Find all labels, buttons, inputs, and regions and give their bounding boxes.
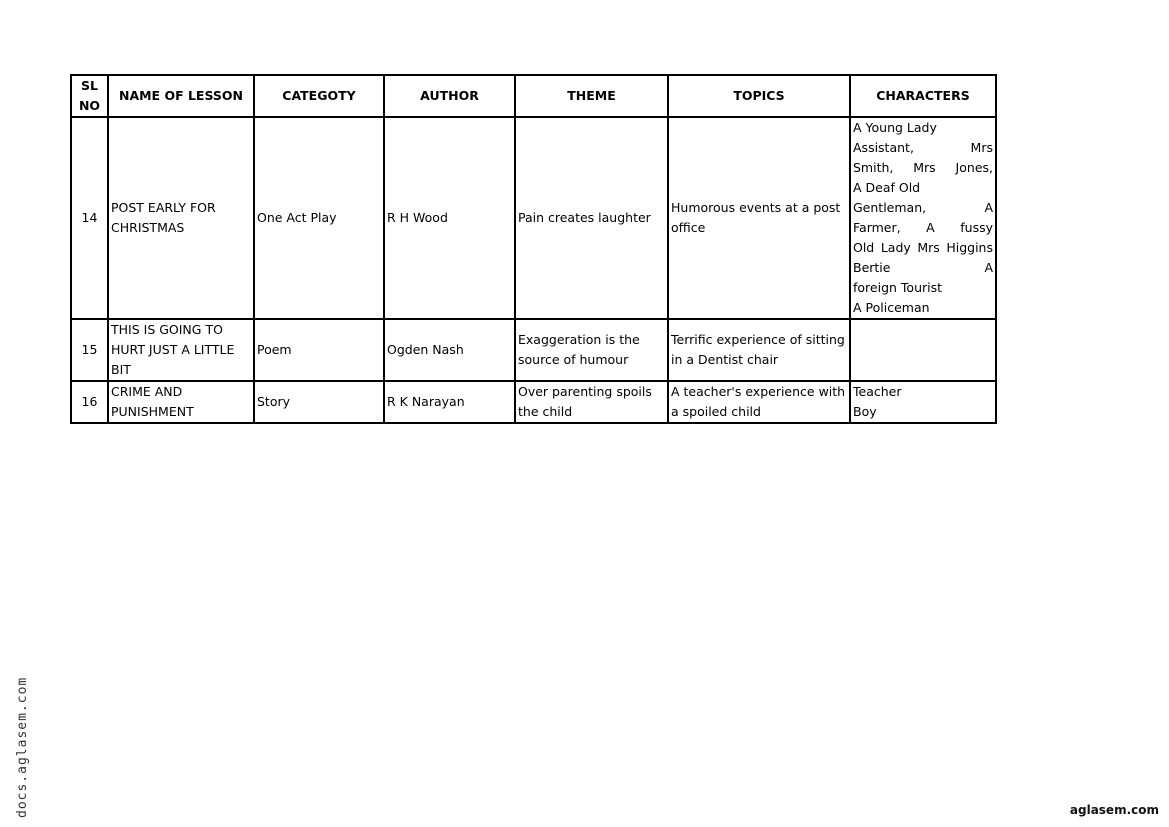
header-name-of-lesson: NAME OF LESSON: [108, 75, 254, 117]
corner-watermark: aglasem.com: [1069, 803, 1159, 817]
character-line: Bertie A: [853, 260, 993, 275]
cell-lesson-name: CRIME AND PUNISHMENT: [108, 381, 254, 423]
side-watermark: docs.aglasem.com: [15, 676, 30, 818]
character-line: Smith, Mrs Jones,: [853, 160, 993, 175]
table-row: [71, 381, 996, 423]
cell-sl-no: 15: [71, 319, 108, 381]
cell-sl-no: 16: [71, 381, 108, 423]
character-line: Boy: [853, 404, 877, 419]
character-line: Farmer, A fussy: [853, 220, 993, 235]
cell-lesson-name: POST EARLY FOR CHRISTMAS: [108, 117, 254, 319]
cell-characters: [850, 381, 996, 423]
cell-category: One Act Play: [254, 117, 384, 319]
cell-theme: Over parenting spoils the child: [515, 381, 668, 423]
cell-author: R K Narayan: [384, 381, 515, 423]
cell-theme: Pain creates laughter: [515, 117, 668, 319]
table-header-row: [71, 75, 996, 117]
cell-topics: Terrific experience of sitting in a Dentist chair: [668, 319, 850, 381]
cell-lesson-name: THIS IS GOING TO HURT JUST A LITTLE BIT: [108, 319, 254, 381]
character-line: foreign Tourist: [853, 280, 943, 295]
cell-sl-no: 14: [71, 117, 108, 319]
table-row: [71, 117, 996, 319]
character-line: Assistant, Mrs: [853, 140, 993, 155]
character-line: A Young Lady: [853, 120, 937, 135]
table-row: [71, 319, 996, 381]
lessons-table: [70, 74, 997, 424]
character-line: Old Lady Mrs Higgins: [853, 240, 993, 255]
header-theme: THEME: [515, 75, 668, 117]
character-line: Gentleman, A: [853, 200, 993, 215]
character-line: A Policeman: [853, 300, 930, 315]
cell-author: R H Wood: [384, 117, 515, 319]
cell-topics: Humorous events at a post office: [668, 117, 850, 319]
cell-category: Poem: [254, 319, 384, 381]
cell-characters: [850, 117, 996, 319]
header-category: CATEGOTY: [254, 75, 384, 117]
header-characters: CHARACTERS: [850, 75, 996, 117]
cell-characters: [850, 319, 996, 381]
header-author: AUTHOR: [384, 75, 515, 117]
header-topics: TOPICS: [668, 75, 850, 117]
cell-author: Ogden Nash: [384, 319, 515, 381]
cell-theme: Exaggeration is the source of humour: [515, 319, 668, 381]
character-line: A Deaf Old: [853, 180, 921, 195]
character-line: Teacher: [853, 384, 902, 399]
cell-category: Story: [254, 381, 384, 423]
header-sl-no: SL NO: [71, 75, 108, 117]
cell-topics: A teacher's experience with a spoiled child: [668, 381, 850, 423]
